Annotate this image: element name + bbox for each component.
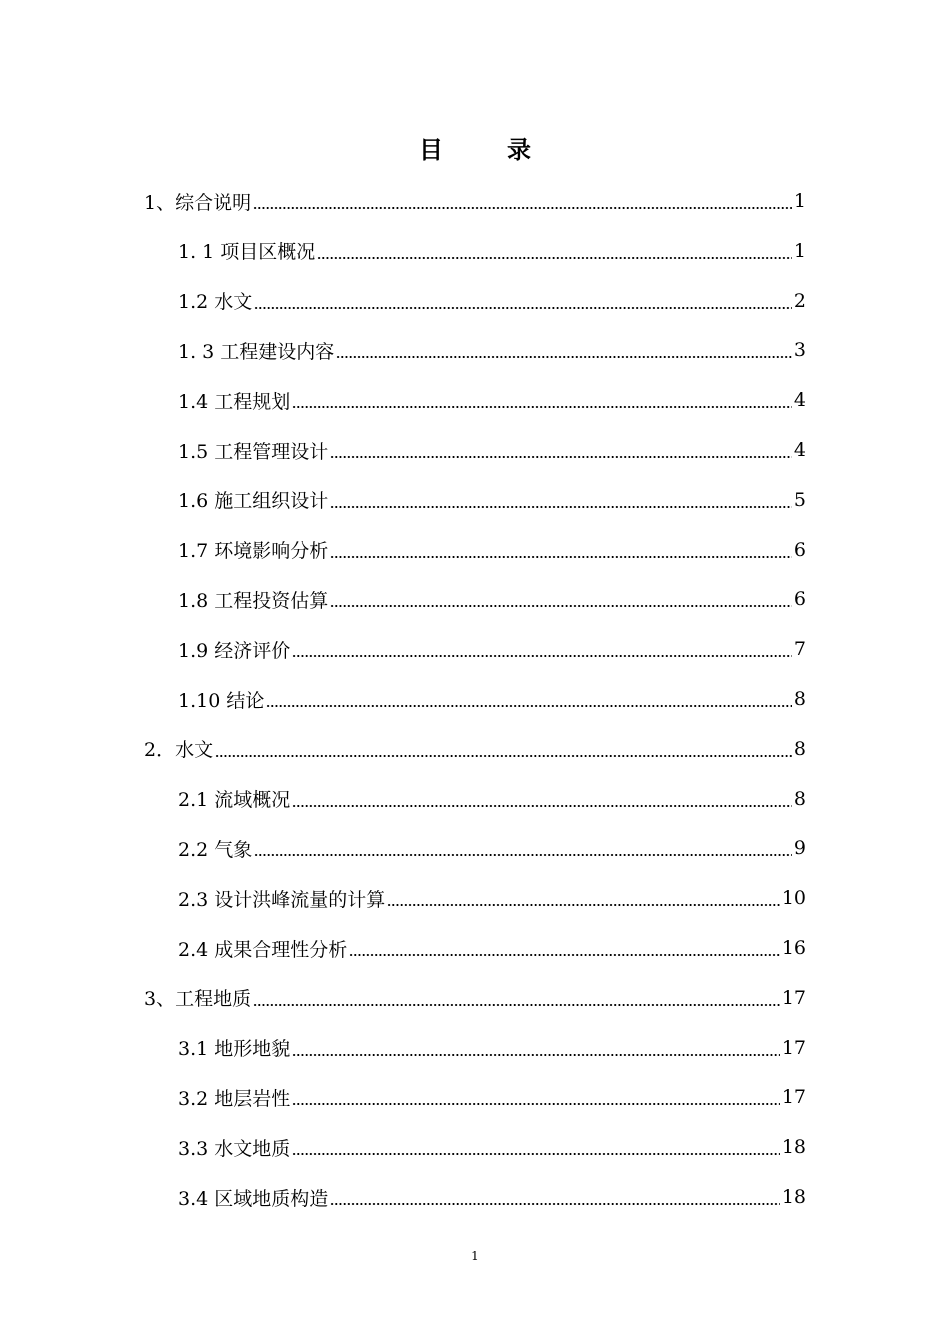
toc-dot-leader: [330, 1203, 780, 1205]
page-title: 目录: [419, 136, 595, 164]
toc-entry[interactable]: [178, 375, 806, 425]
toc-entry-label: 3.4 区域地质构造: [178, 1187, 329, 1210]
toc-entry[interactable]: [144, 724, 806, 774]
toc-dot-leader: [266, 705, 792, 707]
toc-entry-page: 8: [793, 688, 806, 710]
toc-entry[interactable]: [144, 973, 806, 1023]
toc-entry-label: 1. 1 项目区概况: [178, 241, 316, 264]
toc-dot-leader: [292, 1153, 780, 1155]
toc-entry-label: 2.2 气象: [178, 838, 253, 861]
toc-entry-label: 1.9 经济评价: [178, 639, 291, 662]
toc-entry-page: 10: [781, 887, 806, 910]
toc-entry[interactable]: [144, 176, 806, 226]
toc-dot-leader: [292, 805, 792, 807]
toc-entry[interactable]: [178, 774, 806, 824]
toc-entry-label: 1. 3 工程建设内容: [178, 340, 335, 363]
toc-entry-label: 3.2 地层岩性: [178, 1087, 291, 1110]
toc-entry-label: 3、工程地质: [144, 988, 252, 1011]
toc-dot-leader: [349, 954, 780, 956]
toc-entry-page: 17: [781, 1036, 806, 1059]
toc-entry-label: 1.4 工程规划: [178, 390, 291, 413]
toc-dot-leader: [336, 356, 792, 358]
toc-dot-leader: [330, 556, 792, 558]
toc-entry[interactable]: [178, 276, 806, 326]
toc-entry[interactable]: [178, 923, 806, 973]
toc-entry-page: 18: [781, 1186, 806, 1208]
toc-dot-leader: [254, 307, 792, 309]
toc-entry-page: 17: [781, 986, 806, 1009]
toc-entry[interactable]: [178, 475, 806, 525]
toc-entry-label: 1.10 结论: [178, 689, 265, 712]
toc-entry-label: 1.6 施工组织设计: [178, 490, 329, 513]
toc-entry-label: 2.1 流域概况: [178, 789, 291, 812]
toc-entry-label: 1.2 水文: [178, 291, 253, 314]
toc-entry-page: 1: [793, 190, 806, 212]
toc-entry[interactable]: [178, 624, 806, 674]
toc-entry[interactable]: [178, 873, 806, 923]
toc-entry-label: 2．水文: [144, 739, 214, 762]
toc-dot-leader: [317, 257, 792, 259]
toc-entry-page: 3: [793, 339, 806, 362]
toc-entry-label: 3.1 地形地貌: [178, 1038, 291, 1061]
toc-entry[interactable]: [178, 1072, 806, 1122]
toc-entry[interactable]: [178, 1122, 806, 1172]
toc-entry-label: 2.4 成果合理性分析: [178, 938, 348, 961]
toc-dot-leader: [330, 605, 792, 607]
toc-entry[interactable]: [178, 1023, 806, 1073]
toc-entry-page: 9: [793, 837, 806, 860]
toc-entry-label: 2.3 设计洪峰流量的计算: [178, 888, 386, 911]
toc-dot-leader: [387, 904, 780, 906]
toc-entry-page: 8: [793, 787, 806, 810]
toc-entry[interactable]: [178, 674, 806, 724]
toc-entry-page: 8: [793, 737, 806, 760]
toc-dot-leader: [292, 1054, 780, 1056]
toc-entry-page: 1: [793, 239, 806, 262]
page-number: 1: [471, 1249, 479, 1263]
toc-entry-label: 1.5 工程管理设计: [178, 440, 329, 463]
toc-dot-leader: [253, 207, 792, 209]
toc-entry[interactable]: [178, 325, 806, 375]
toc-entry-page: 2: [793, 289, 806, 312]
toc-entry-page: 4: [793, 389, 806, 412]
toc-entry-page: 16: [781, 937, 806, 959]
toc-entry-page: 17: [781, 1086, 806, 1109]
toc-entry[interactable]: [178, 226, 806, 276]
toc-dot-leader: [215, 755, 792, 757]
toc-entry-label: 1、综合说明: [144, 191, 252, 214]
toc-entry[interactable]: [178, 1172, 806, 1222]
toc-entry-label: 1.8 工程投资估算: [178, 589, 329, 612]
toc-dot-leader: [292, 406, 792, 408]
toc-dot-leader: [254, 854, 792, 856]
toc-entry[interactable]: [178, 574, 806, 624]
toc-entry-page: 6: [793, 538, 806, 561]
toc-entry-page: 4: [793, 439, 806, 461]
toc-dot-leader: [292, 655, 792, 657]
toc-entry-label: 1.7 环境影响分析: [178, 540, 329, 563]
toc-dot-leader: [330, 506, 792, 508]
toc-entry-page: 5: [793, 488, 806, 511]
toc-entry[interactable]: [178, 525, 806, 575]
toc-entry-page: 6: [793, 588, 806, 611]
toc-dot-leader: [330, 456, 792, 458]
toc-dot-leader: [253, 1004, 780, 1006]
toc-dot-leader: [292, 1103, 780, 1105]
toc-entry[interactable]: [178, 823, 806, 873]
toc-entry-page: 7: [793, 638, 806, 661]
toc-entry[interactable]: [178, 425, 806, 475]
toc-entry-page: 18: [781, 1136, 806, 1159]
toc-entry-label: 3.3 水文地质: [178, 1137, 291, 1160]
